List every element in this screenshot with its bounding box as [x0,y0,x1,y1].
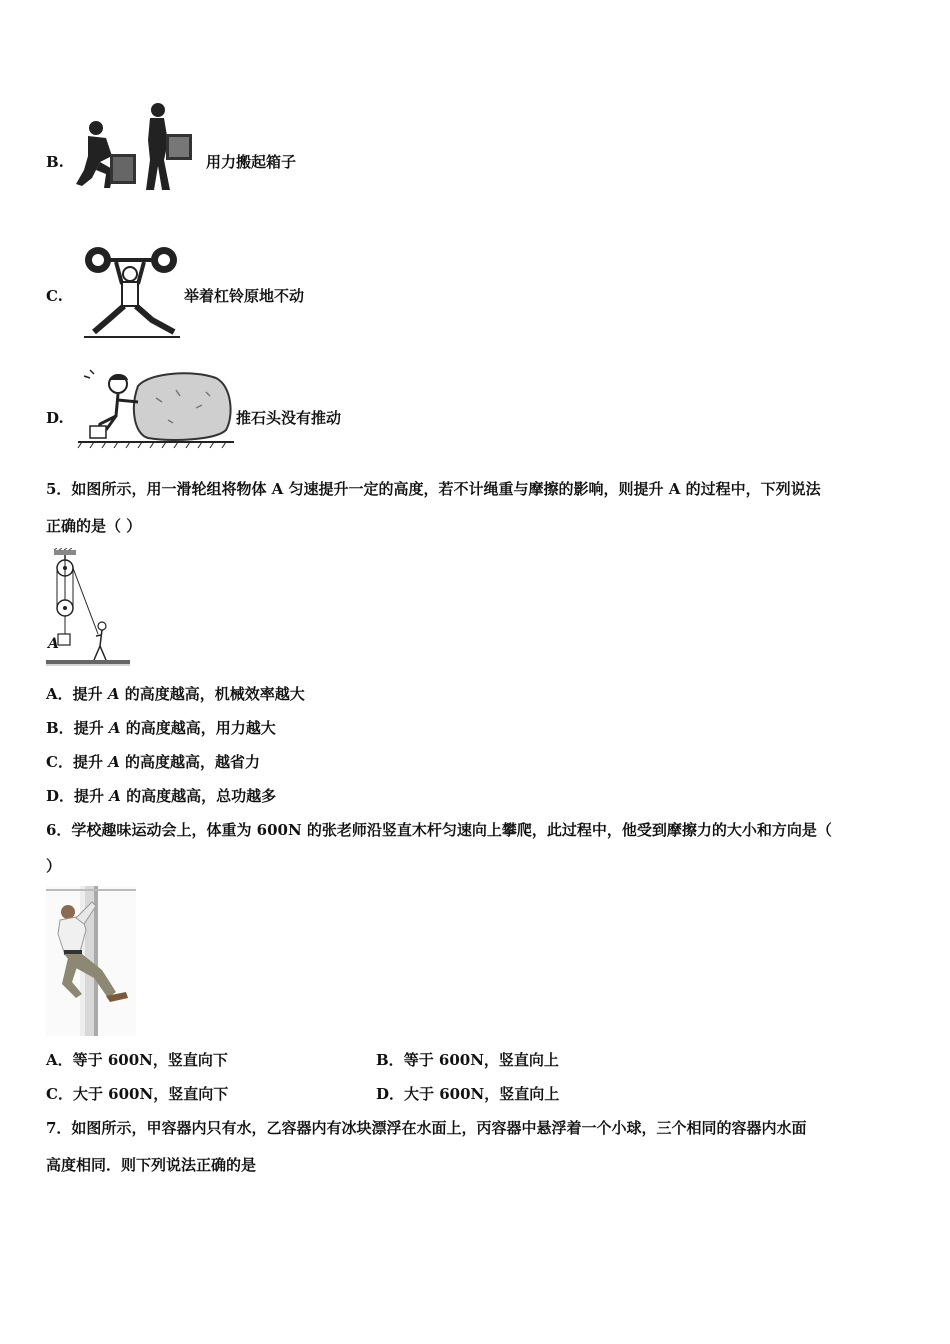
figure-label-a: A [48,636,59,652]
option-letter: B． [46,719,74,737]
option-a [46,684,305,704]
option-b [46,718,276,738]
option-text-post: 的高度越高，用力越大 [120,719,276,737]
weightlifter-icon [82,244,182,342]
question-stem-line2: 正确的是（ ） [46,517,142,535]
option-letter: C. [46,287,63,305]
pole-climbing-photo [46,886,136,1036]
option-text-post: 的高度越高，越省力 [119,753,261,771]
option-d [46,786,276,806]
option-letter: A． [46,685,73,703]
option-variable: A [107,685,120,703]
option-text-post: 的高度越高，机械效率越大 [119,685,305,703]
option-letter: C． [46,753,73,771]
question-stem-line2: 高度相同．则下列说法正确的是 [46,1156,257,1174]
option-text: 用力搬起箱子 [206,153,297,171]
option-letter: C． [46,1085,73,1103]
option-c [46,752,260,772]
option-letter: D. [46,409,64,427]
option-text-pre: 提升 [74,787,110,805]
option-d [376,1084,559,1104]
option-text-pre: 提升 [72,753,109,771]
option-text: 大于 600N，竖直向下 [72,1085,229,1103]
option-letter: D． [376,1085,405,1103]
option-text: 等于 600N，竖直向上 [403,1051,559,1069]
option-text-pre: 提升 [72,685,108,703]
option-variable: A [109,787,121,805]
option-letter: D． [46,787,75,805]
person-pushing-rock-icon [76,368,236,454]
option-c [46,1084,228,1104]
question-stem-line1: 5．如图所示，用一滑轮组将物体 A 匀速提升一定的高度，若不计绳重与摩擦的影响，则提升 A 的过程中，下列说法 [46,480,821,498]
option-variable: A [108,719,121,737]
option-letter: B． [376,1051,404,1069]
option-b [376,1050,559,1070]
option-text-pre: 提升 [73,719,109,737]
question-stem-line2: ） [46,857,62,875]
option-text: 等于 600N，竖直向下 [72,1051,228,1069]
question-stem-line1: 7．如图所示，甲容器内只有水，乙容器内有冰块漂浮在水面上，丙容器中悬浮着一个小球，三个相同的容器内水面 [46,1119,807,1137]
option-letter: A． [46,1051,73,1069]
option-text: 大于 600N，竖直向上 [404,1085,560,1103]
option-a [46,1050,228,1070]
person-lifting-box-icon [70,100,200,196]
option-variable: A [108,753,120,771]
option-text: 举着杠铃原地不动 [184,287,305,305]
option-text-post: 的高度越高，总功越多 [120,787,277,805]
option-letter: B. [46,153,64,171]
option-text: 推石头没有推动 [236,409,342,427]
question-stem-line1: 6．学校趣味运动会上，体重为 600N 的张老师沿竖直木杆匀速向上攀爬，此过程中，他受到摩擦力的大小和方向是（ [46,821,832,839]
